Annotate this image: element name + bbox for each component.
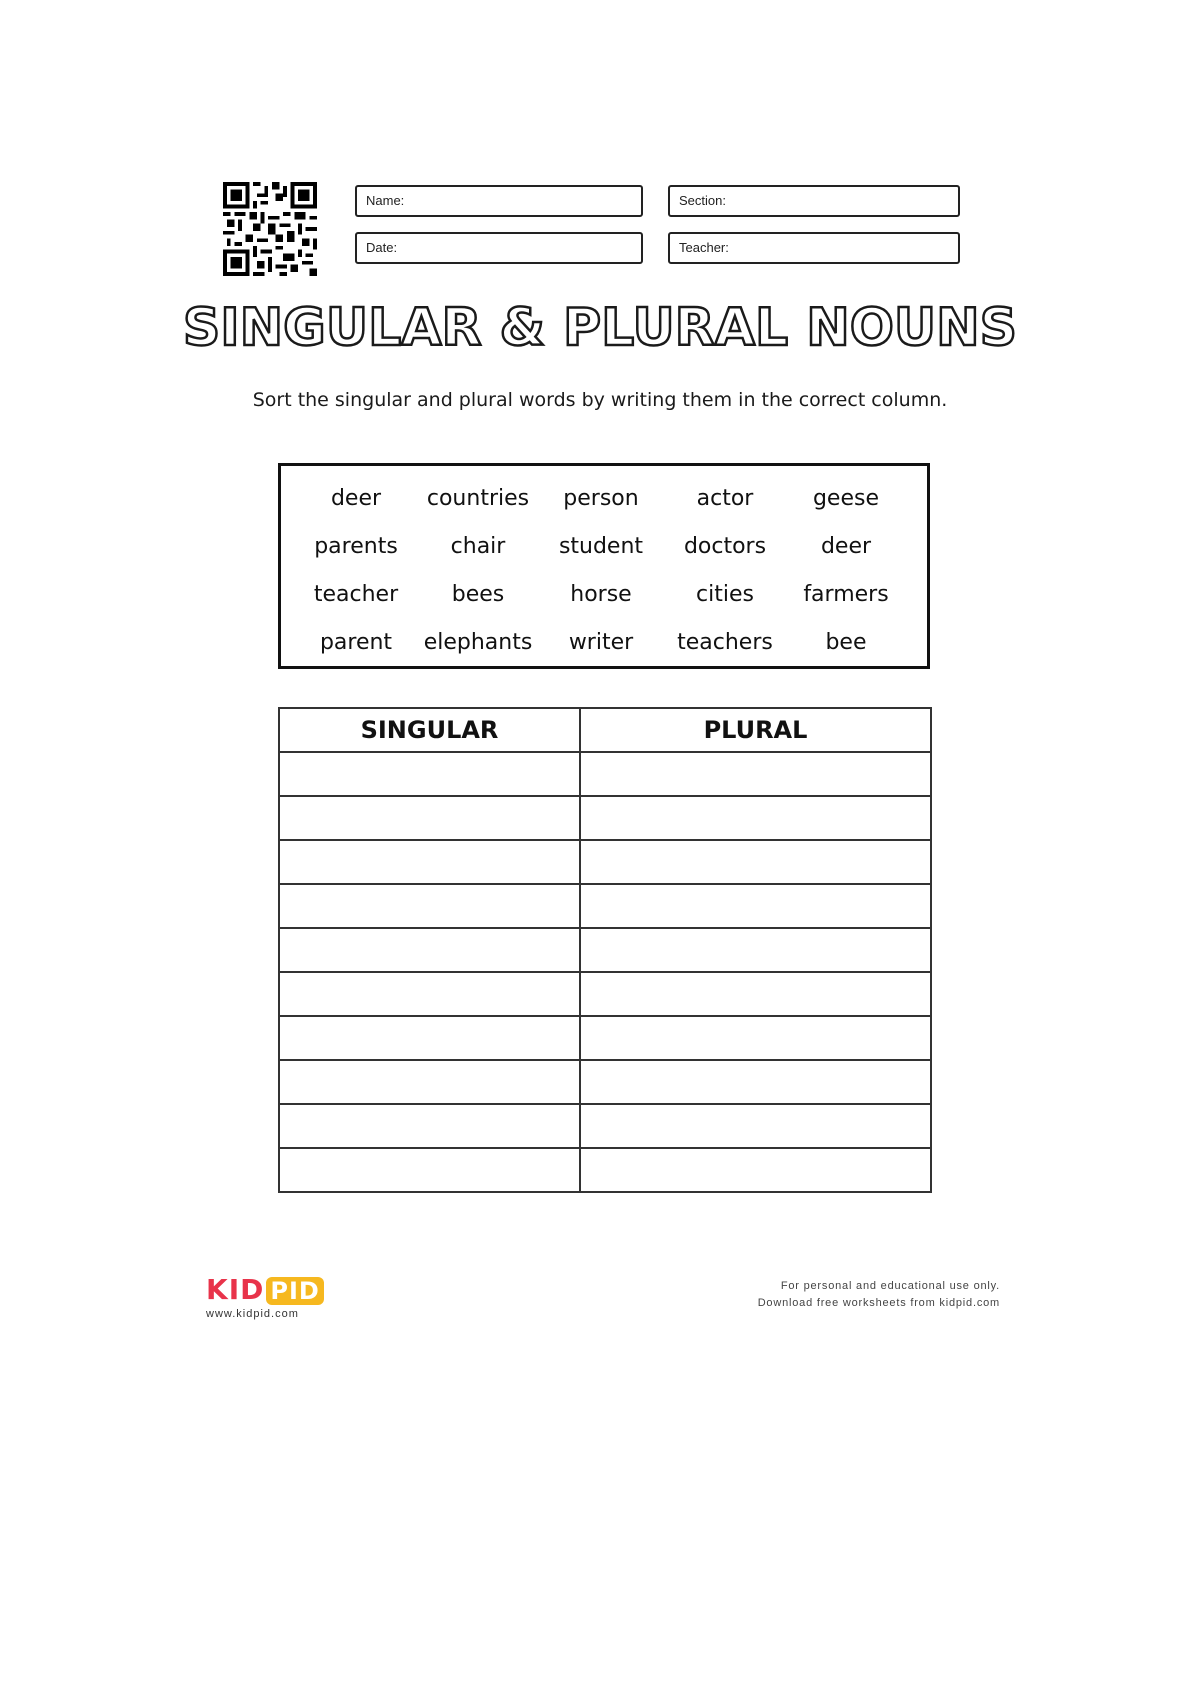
table-row	[279, 972, 931, 1016]
plural-column-header: PLURAL	[580, 708, 931, 752]
word-item: countries	[426, 486, 530, 511]
word-item: parents	[314, 534, 398, 559]
footer-note-line1: For personal and educational use only.	[780, 1280, 1000, 1292]
word-item: student	[558, 534, 644, 559]
kidpid-logo	[206, 1275, 324, 1306]
name-field[interactable]: Name:	[355, 185, 643, 217]
word-item: geese	[812, 486, 880, 511]
worksheet-title: SINGULAR & PLURAL NOUNS	[182, 298, 1018, 358]
plural-cell[interactable]	[580, 1016, 931, 1060]
word-item: cities	[696, 582, 754, 607]
table-row	[279, 928, 931, 972]
qr-code-icon	[223, 182, 317, 276]
word-item: writer	[568, 630, 634, 655]
word-item: actor	[696, 486, 754, 511]
sorting-table	[278, 707, 932, 1193]
word-item: deer	[330, 486, 382, 511]
logo-pid-text: PID	[266, 1277, 323, 1305]
singular-cell[interactable]	[279, 1016, 580, 1060]
word-item: chair	[450, 534, 506, 559]
footer-note-line2: Download free worksheets from kidpid.com	[757, 1297, 1000, 1309]
table-row	[279, 1148, 931, 1192]
singular-cell[interactable]	[279, 840, 580, 884]
table-row	[279, 1060, 931, 1104]
singular-cell[interactable]	[279, 884, 580, 928]
singular-cell[interactable]	[279, 972, 580, 1016]
plural-cell[interactable]	[580, 1148, 931, 1192]
plural-cell[interactable]	[580, 1060, 931, 1104]
word-item: farmers	[803, 582, 889, 607]
table-row	[279, 1104, 931, 1148]
word-item: teacher	[313, 582, 399, 607]
singular-cell[interactable]	[279, 928, 580, 972]
plural-cell[interactable]	[580, 840, 931, 884]
table-header-row	[279, 708, 931, 752]
plural-cell[interactable]	[580, 972, 931, 1016]
section-field[interactable]: Section:	[668, 185, 960, 217]
singular-cell[interactable]	[279, 752, 580, 796]
table-row	[279, 1016, 931, 1060]
instruction-text: Sort the singular and plural words by writing them in the correct column.	[252, 389, 948, 411]
singular-column-header: SINGULAR	[279, 708, 580, 752]
plural-cell[interactable]	[580, 796, 931, 840]
word-item: horse	[570, 582, 632, 607]
word-item: person	[563, 486, 639, 511]
word-item: bee	[825, 630, 867, 655]
singular-cell[interactable]	[279, 1060, 580, 1104]
table-row	[279, 884, 931, 928]
word-item: parent	[319, 630, 393, 655]
teacher-field[interactable]: Teacher:	[668, 232, 960, 264]
word-item: bees	[451, 582, 505, 607]
singular-cell[interactable]	[279, 796, 580, 840]
plural-cell[interactable]	[580, 884, 931, 928]
plural-cell[interactable]	[580, 1104, 931, 1148]
plural-cell[interactable]	[580, 928, 931, 972]
date-field[interactable]: Date:	[355, 232, 643, 264]
table-row	[279, 752, 931, 796]
table-row	[279, 840, 931, 884]
singular-cell[interactable]	[279, 1148, 580, 1192]
word-item: deer	[820, 534, 872, 559]
word-bank	[278, 463, 930, 669]
word-item: elephants	[423, 630, 533, 655]
word-item: doctors	[683, 534, 767, 559]
word-item: teachers	[677, 630, 773, 655]
table-row	[279, 796, 931, 840]
logo-kid-text: KID	[206, 1273, 265, 1306]
singular-cell[interactable]	[279, 1104, 580, 1148]
plural-cell[interactable]	[580, 752, 931, 796]
logo-url: www.kidpid.com	[206, 1308, 299, 1320]
